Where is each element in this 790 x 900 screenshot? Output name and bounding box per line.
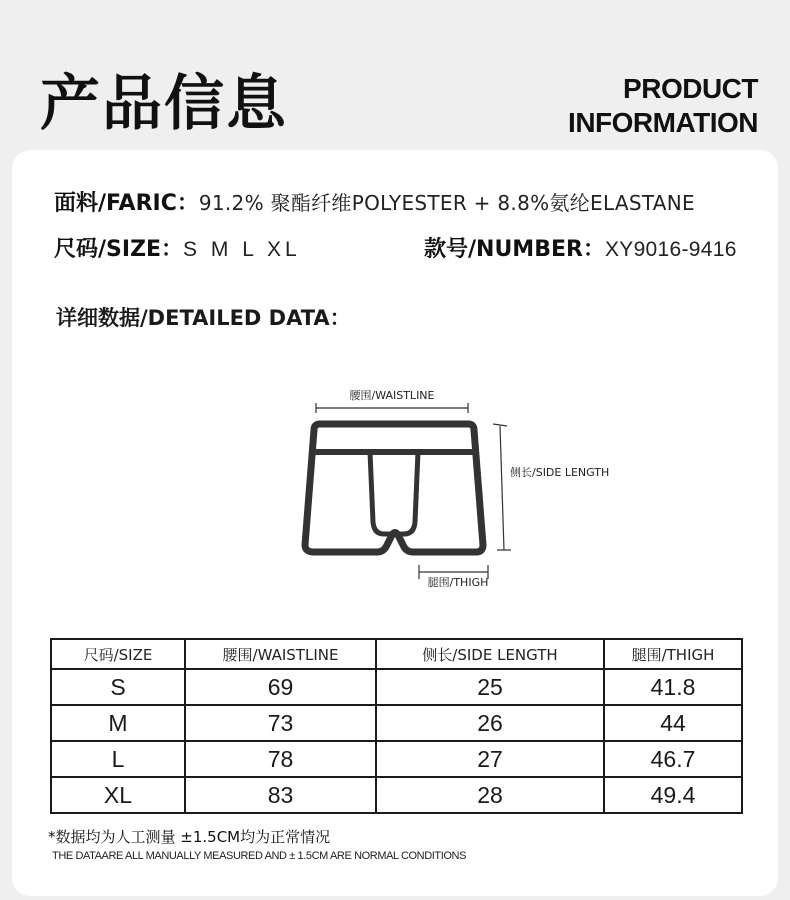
side-length-dimension-line [500, 426, 504, 550]
table-row [51, 669, 742, 705]
cell-side-length: 25 [376, 669, 604, 705]
waistline-dimension [316, 389, 468, 413]
measurement-note-cn: *数据均为人工测量 ±1.5CM均为正常情况 [48, 828, 331, 846]
size-label: 尺码/SIZE： [54, 237, 184, 262]
cell-side-length: 26 [376, 705, 604, 741]
thigh-dimension [419, 565, 488, 589]
underwear-outline [305, 424, 483, 552]
size-table [50, 638, 743, 814]
page-title-en-line2: INFORMATION [568, 107, 758, 138]
cell-waistline: 73 [185, 705, 376, 741]
cell-size: M [51, 705, 185, 741]
cell-thigh: 46.7 [604, 741, 742, 777]
table-header-row [51, 639, 742, 669]
thigh-label: 腿围/THIGH [427, 576, 489, 589]
fabric-row [54, 186, 695, 217]
page-title-cn: 产品信息 [40, 69, 288, 139]
cell-thigh: 41.8 [604, 669, 742, 705]
fabric-label: 面料/FARIC： [54, 191, 199, 216]
header-size: 尺码/SIZE [51, 639, 185, 669]
cell-waistline: 78 [185, 741, 376, 777]
size-value: S M L XL [183, 238, 301, 261]
table-row [51, 705, 742, 741]
size-row [54, 232, 301, 263]
fabric-value: 91.2% 聚酯纤维POLYESTER + 8.8%氨纶ELASTANE [198, 191, 695, 215]
side-length-tick-top [493, 424, 507, 426]
number-value: XY9016-9416 [604, 238, 737, 261]
underwear-measurement-diagram [292, 372, 632, 592]
cell-waistline: 83 [185, 777, 376, 813]
cell-waistline: 69 [185, 669, 376, 705]
cell-side-length: 27 [376, 741, 604, 777]
cell-size: XL [51, 777, 185, 813]
cell-thigh: 49.4 [604, 777, 742, 813]
cell-size: S [51, 669, 185, 705]
detailed-data-heading: 详细数据/DETAILED DATA： [56, 306, 351, 330]
page-title-en [568, 72, 758, 140]
measurement-note-en: THE DATAARE ALL MANUALLY MEASURED AND ± 1.5CM ARE NORMAL CONDITIONS [52, 850, 467, 862]
cell-size: L [51, 741, 185, 777]
waistline-label: 腰围/WAISTLINE [349, 389, 435, 402]
side-length-label: 侧长/SIDE LENGTH [510, 466, 610, 479]
header-thigh: 腿围/THIGH [604, 639, 742, 669]
side-length-dimension [493, 424, 609, 550]
cell-side-length: 28 [376, 777, 604, 813]
cell-thigh: 44 [604, 705, 742, 741]
header-side-length: 侧长/SIDE LENGTH [376, 639, 604, 669]
header-waistline: 腰围/WAISTLINE [185, 639, 376, 669]
number-row [424, 232, 737, 263]
number-label: 款号/NUMBER： [424, 237, 605, 262]
page-title-en-line1: PRODUCT [623, 73, 758, 104]
table-row [51, 741, 742, 777]
table-row [51, 777, 742, 813]
info-card [12, 150, 778, 896]
